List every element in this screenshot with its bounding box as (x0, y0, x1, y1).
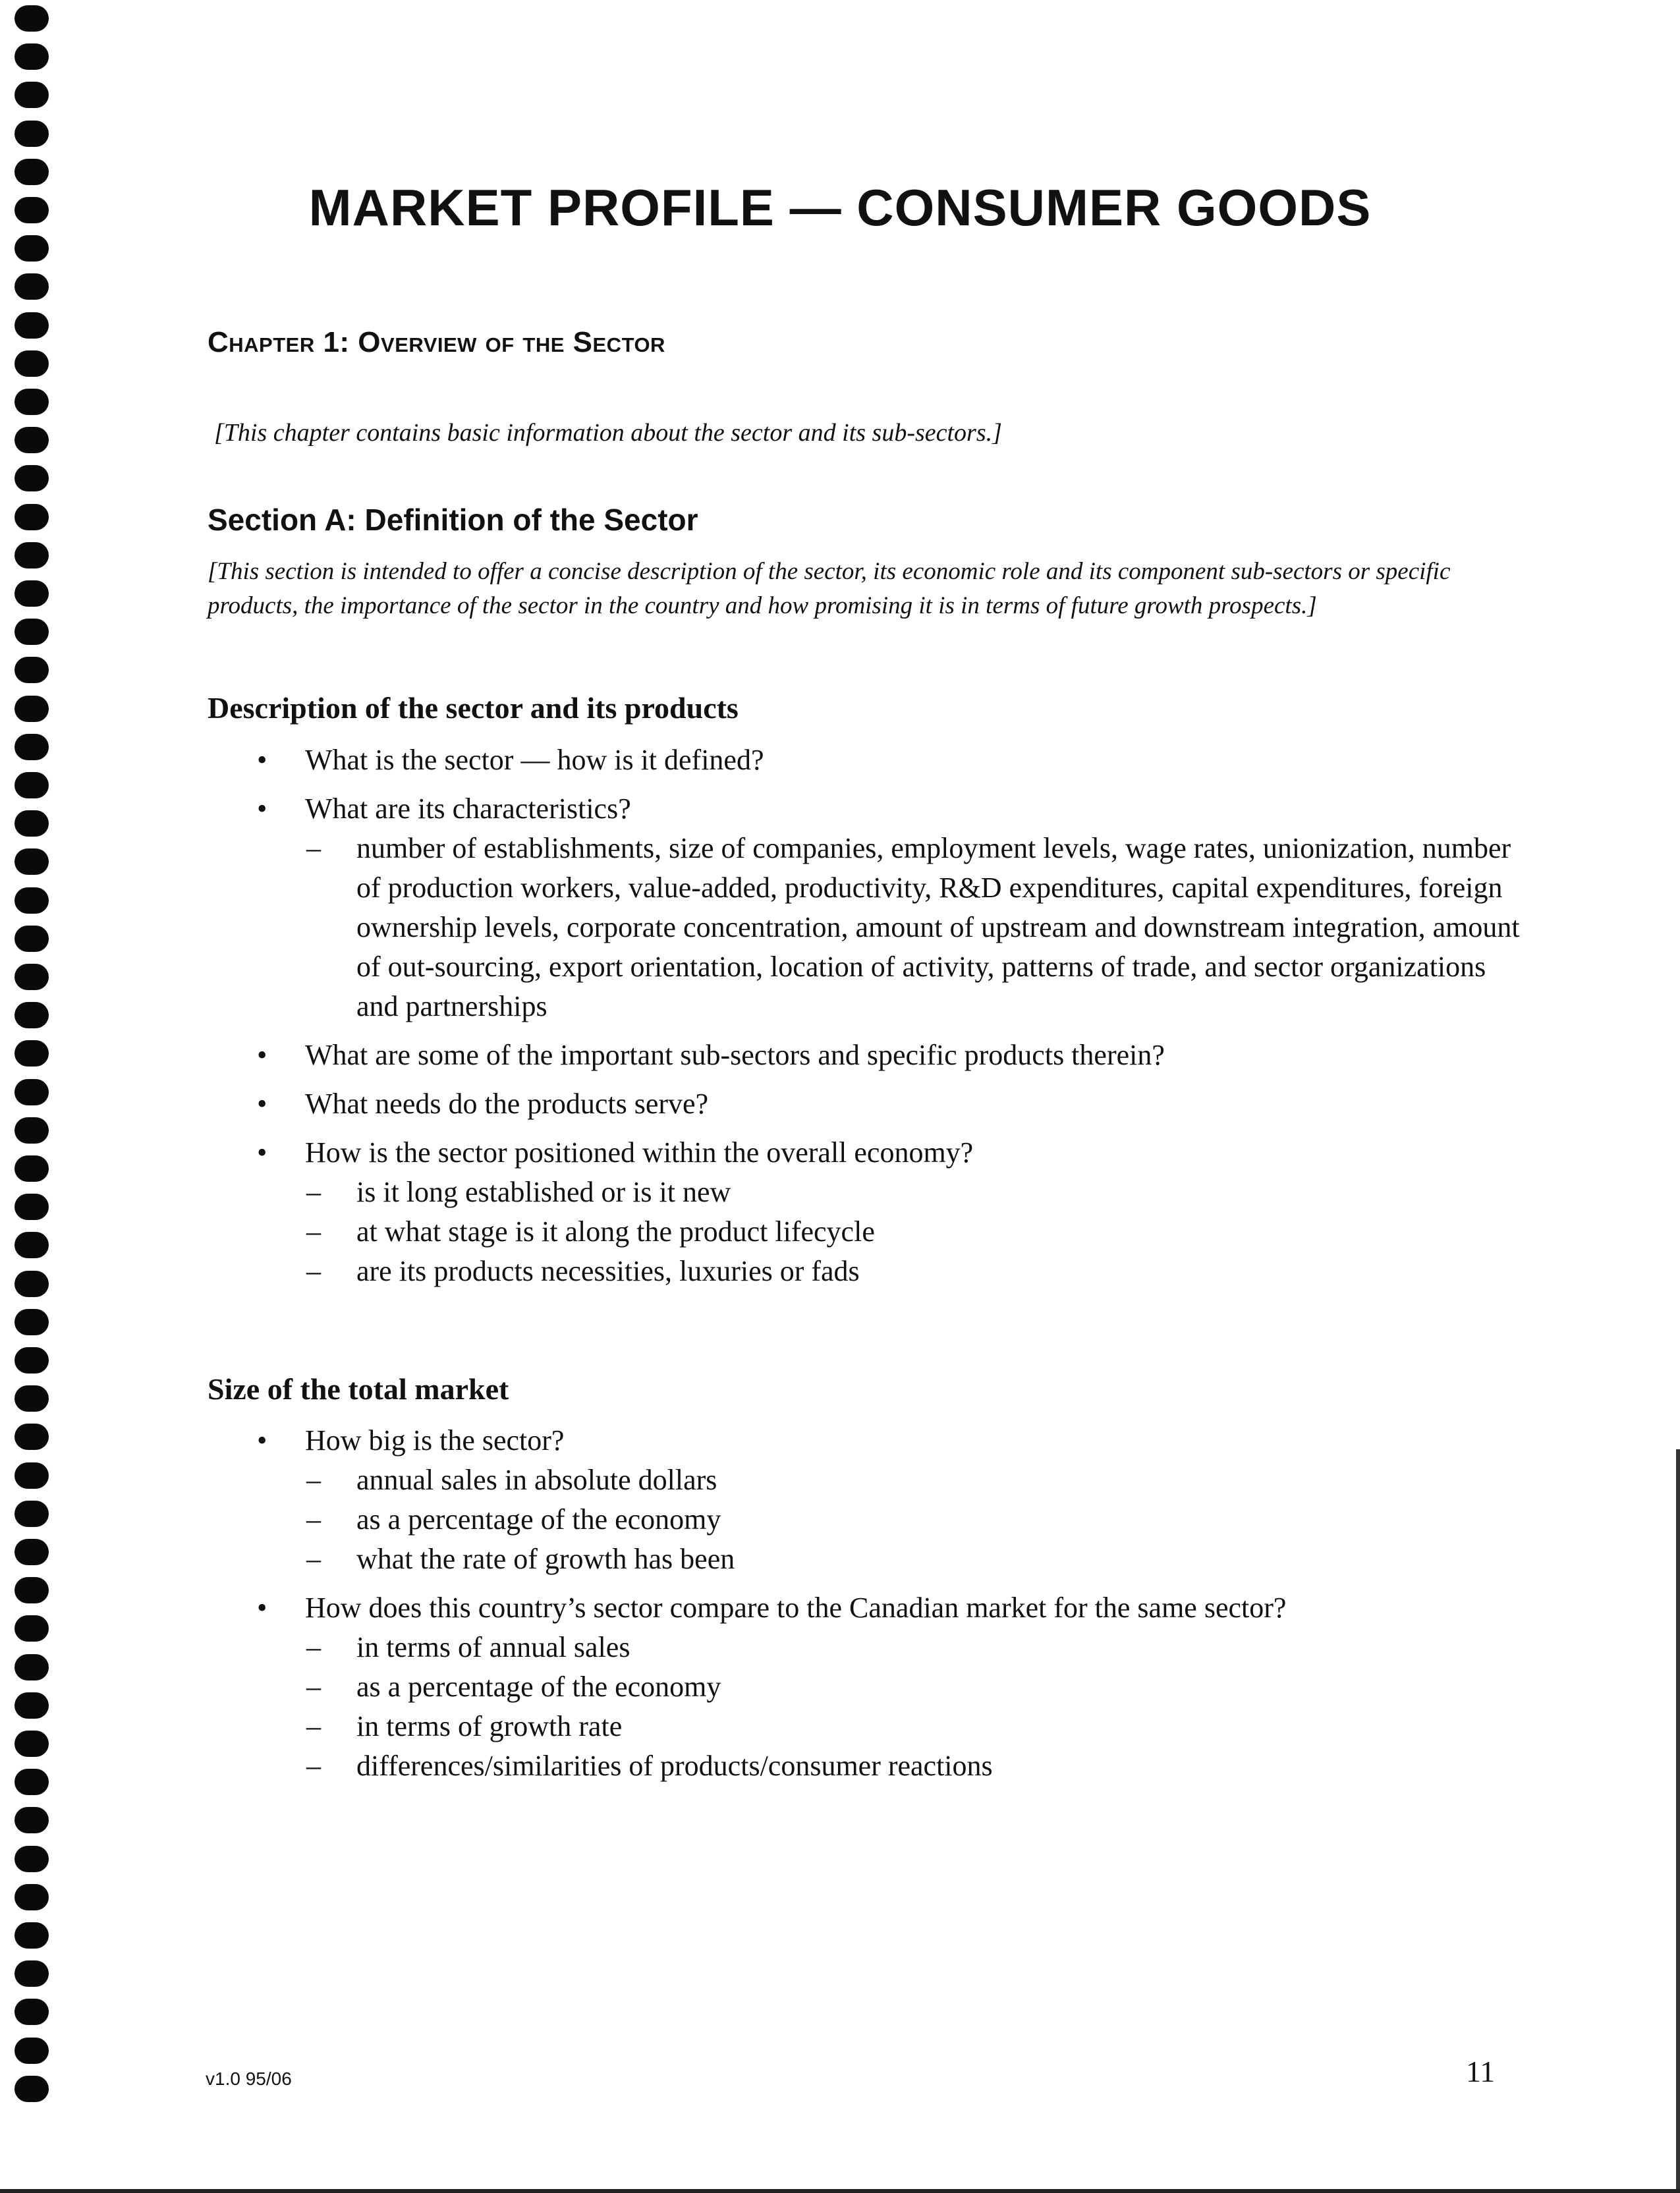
binding-hole (14, 121, 49, 147)
sub-list-item-text: is it long established or is it new (356, 1176, 731, 1208)
bullet-icon: • (257, 744, 267, 776)
page-number: 11 (1466, 2055, 1496, 2088)
binding-hole (14, 427, 49, 453)
binding-hole (14, 1117, 49, 1144)
binding-hole (14, 1769, 49, 1795)
list-item-text: How big is the sector? (305, 1424, 565, 1457)
binding-hole (14, 350, 49, 377)
binding-hole (14, 273, 49, 300)
binding-hole (14, 657, 49, 683)
dash-icon: – (306, 1215, 321, 1248)
dash-icon: – (306, 1543, 321, 1575)
binding-hole (14, 1577, 49, 1603)
list-item-text: What is the sector — how is it defined? (305, 744, 764, 776)
binding-hole (14, 1501, 49, 1527)
binding-hole (14, 1960, 49, 1987)
list-item-text: What needs do the products serve? (305, 1088, 709, 1120)
sub-list-item (305, 1173, 1525, 1212)
sub-list (305, 1460, 1525, 1579)
description-list (208, 740, 1525, 1300)
binding-hole (14, 810, 49, 837)
binding-hole (14, 1309, 49, 1335)
section-note: [This section is intended to offer a concise description of the sector, its economic role and its component sub-sectors or specific products, the importance of the sector in the country and how promising it is in terms of future growth prospects.] (208, 558, 1451, 619)
sub-list-item-text: differences/similarities of products/consumer reactions (356, 1750, 993, 1782)
dash-icon: – (306, 832, 321, 864)
sub-list-item-text: number of establishments, size of companies, employment levels, wage rates, unionization, number of production workers, value-added, productivity, R&D expenditures, capital expenditures, foreign ownership levels, corporate concentration, amount of upstream and downstream integration, amount of out-sourcing, export orientation, location of activity, patterns of trade, and sector organizations and partnerships (356, 832, 1520, 1022)
bullet-icon: • (257, 792, 267, 825)
binding-hole (14, 1079, 49, 1105)
list-item (208, 789, 1525, 1026)
page-edge-shadow (1676, 1449, 1680, 2193)
dash-icon: – (306, 1750, 321, 1782)
sub-list (305, 1173, 1525, 1291)
bullet-icon: • (257, 1424, 267, 1457)
list-item (208, 1133, 1525, 1291)
binding-hole (14, 82, 49, 108)
list-item-text: How does this country’s sector compare to the Canadian market for the same sector? (305, 1592, 1287, 1624)
binding-hole (14, 1539, 49, 1565)
binding-hole (14, 43, 49, 70)
sub-list-item (305, 1707, 1525, 1746)
binding-hole (14, 619, 49, 645)
binding-hole (14, 1040, 49, 1067)
binding-hole (14, 1654, 49, 1680)
binding-hole (14, 734, 49, 760)
binding-hole (14, 1194, 49, 1220)
sub-list-item (305, 1460, 1525, 1500)
binding-hole (14, 848, 49, 875)
sub-list-item (305, 1252, 1525, 1291)
size-heading: Size of the total market (208, 1372, 509, 1406)
chapter-heading: Chapter 1: Overview of the Sector (208, 326, 665, 358)
size-list (208, 1421, 1525, 1795)
dash-icon: – (306, 1503, 321, 1536)
binding-hole (14, 1692, 49, 1719)
sub-list-item (305, 1667, 1525, 1707)
list-item-text: How is the sector positioned within the overall economy? (305, 1136, 974, 1169)
binding-hole (14, 1232, 49, 1258)
binding-hole (14, 1615, 49, 1642)
binding-hole (14, 1155, 49, 1182)
binding-hole (14, 389, 49, 415)
binding-hole (14, 1846, 49, 1872)
page-title: MARKET PROFILE — CONSUMER GOODS (308, 179, 1372, 236)
sub-list-item (305, 1500, 1525, 1540)
list-item (208, 1588, 1525, 1786)
chapter-note: [This chapter contains basic information about the sector and its sub-sectors.] (214, 419, 1002, 447)
sub-list-item-text: annual sales in absolute dollars (356, 1464, 717, 1496)
bullet-icon: • (257, 1136, 267, 1169)
binding-hole (14, 235, 49, 262)
binding-hole (14, 1424, 49, 1450)
binding-hole (14, 1884, 49, 1910)
binding-hole (14, 1002, 49, 1028)
binding-hole (14, 1731, 49, 1757)
binding-hole (14, 1922, 49, 1949)
binding-hole (14, 2038, 49, 2064)
binding-hole (14, 1271, 49, 1297)
sub-list-item (305, 1540, 1525, 1579)
binding-hole (14, 504, 49, 530)
sub-list-item (305, 1212, 1525, 1252)
binding-hole (14, 1462, 49, 1489)
binding-hole (14, 465, 49, 491)
binding-hole (14, 1385, 49, 1412)
list-item-text: What are some of the important sub-sectors and specific products therein? (305, 1039, 1165, 1071)
page-bottom-edge (0, 2189, 1680, 2193)
binding-hole (14, 580, 49, 607)
sub-list-item-text: as a percentage of the economy (356, 1503, 721, 1536)
dash-icon: – (306, 1710, 321, 1742)
list-item (208, 1084, 1525, 1124)
binding-hole (14, 964, 49, 990)
binding-hole (14, 312, 49, 339)
description-heading: Description of the sector and its products (208, 691, 739, 725)
sub-list-item (305, 1628, 1525, 1667)
sub-list-item-text: in terms of growth rate (356, 1710, 623, 1742)
list-item-text: What are its characteristics? (305, 792, 631, 825)
section-heading: Section A: Definition of the Sector (208, 503, 698, 537)
bullet-icon: • (257, 1088, 267, 1120)
sub-list-item (305, 829, 1525, 1026)
sub-list-item-text: are its products necessities, luxuries or fads (356, 1255, 860, 1287)
binding-hole (14, 1807, 49, 1833)
sub-list (305, 1628, 1525, 1786)
list-item (208, 1421, 1525, 1579)
sub-list-item (305, 1746, 1525, 1786)
dash-icon: – (306, 1671, 321, 1703)
sub-list-item-text: as a percentage of the economy (356, 1671, 721, 1703)
bullet-icon: • (257, 1592, 267, 1624)
sub-list-item-text: at what stage is it along the product lifecycle (356, 1215, 875, 1248)
list-item (208, 740, 1525, 780)
binding-hole (14, 5, 49, 32)
sub-list-item-text: in terms of annual sales (356, 1631, 630, 1663)
binding-hole (14, 1347, 49, 1374)
bullet-icon: • (257, 1039, 267, 1071)
dash-icon: – (306, 1176, 321, 1208)
binding-hole (14, 542, 49, 569)
binding-hole (14, 2076, 49, 2102)
sub-list (305, 829, 1525, 1026)
spiral-binding (14, 0, 54, 2193)
version-label: v1.0 95/06 (206, 2068, 292, 2089)
sub-list-item-text: what the rate of growth has been (356, 1543, 735, 1575)
binding-hole (14, 772, 49, 798)
dash-icon: – (306, 1255, 321, 1287)
binding-hole (14, 1999, 49, 2025)
binding-hole (14, 887, 49, 914)
dash-icon: – (306, 1464, 321, 1496)
binding-hole (14, 696, 49, 722)
list-item (208, 1036, 1525, 1075)
dash-icon: – (306, 1631, 321, 1663)
binding-hole (14, 926, 49, 952)
